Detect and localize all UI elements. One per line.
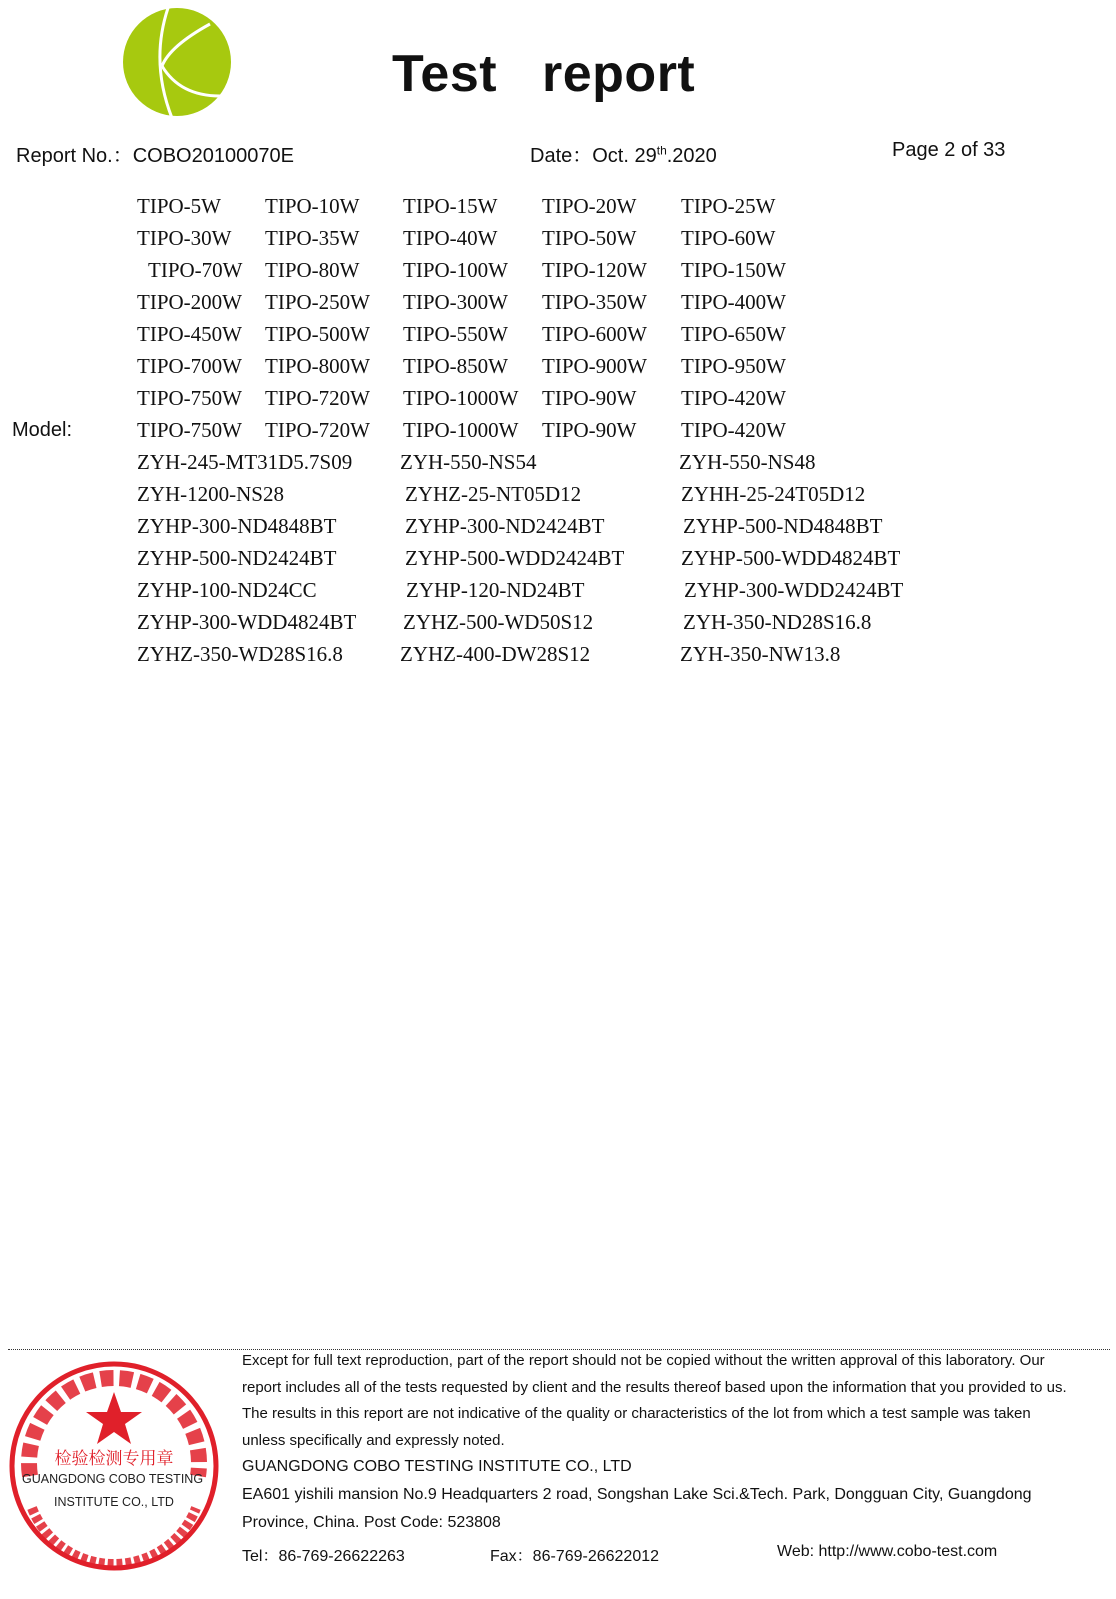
model-item: TIPO-120W [542,258,647,282]
page-title: Test report [392,45,696,103]
date-label: Date： [530,145,593,167]
model-item: ZYH-550-NS54 [400,450,537,474]
model-item: TIPO-550W [403,322,508,346]
model-item: ZYHZ-500-WD50S12 [403,610,594,634]
model-item: TIPO-700W [137,354,242,378]
model-item: ZYHP-300-ND4848BT [137,514,337,538]
model-item: TIPO-750W [137,386,242,410]
model-item: TIPO-950W [681,354,786,378]
model-item: TIPO-420W [681,418,786,442]
model-item: ZYH-245-MT31D5.7S09 [137,450,353,474]
model-item: TIPO-90W [542,386,637,410]
model-item: ZYH-350-NW13.8 [680,642,841,666]
company-seal [6,1358,222,1574]
report-date [530,139,717,168]
model-item: TIPO-25W [681,194,776,218]
model-item: TIPO-200W [137,290,242,314]
disclaimer-line: report includes all of the tests requested by client and the results thereof based upon the information that you provided to us. [242,1379,1067,1396]
model-item: ZYHP-100-ND24CC [137,578,317,602]
model-item: ZYH-1200-NS28 [137,482,284,506]
seal-center-text: 检验检测专用章 [54,1449,174,1469]
model-item: ZYHP-300-WDD4824BT [137,610,357,634]
model-item: TIPO-35W [265,226,360,250]
model-item: TIPO-250W [265,290,370,314]
model-item: TIPO-850W [403,354,508,378]
seal-star-icon [86,1392,142,1444]
cobo-logo [120,6,235,118]
model-item: ZYHP-300-WDD2424BT [684,578,904,602]
report-number [16,139,294,168]
fax: Fax：86-769-26622012 [490,1548,660,1565]
model-item: ZYHH-25-24T05D12 [681,482,866,506]
model-item: TIPO-450W [137,322,242,346]
model-item: TIPO-70W [148,258,243,282]
date-value: Oct. 29 [592,145,657,167]
model-item: TIPO-650W [681,322,786,346]
model-item: TIPO-720W [265,418,370,442]
model-item: TIPO-60W [681,226,776,250]
model-item: TIPO-1000W [403,386,519,410]
model-item: TIPO-720W [265,386,370,410]
model-item: ZYHP-500-ND2424BT [137,546,337,570]
model-item: TIPO-80W [265,258,360,282]
model-item: ZYHZ-400-DW28S12 [400,642,591,666]
model-item: TIPO-40W [403,226,498,250]
address-line-2: Province, China. Post Code: 523808 [242,1514,501,1531]
model-item: TIPO-10W [265,194,360,218]
disclaimer-line: unless specifically and expressly noted. [242,1432,505,1449]
model-item: ZYHZ-25-NT05D12 [405,482,582,506]
model-item: TIPO-20W [542,194,637,218]
model-item: TIPO-100W [403,258,508,282]
model-item: TIPO-400W [681,290,786,314]
model-item: ZYHP-500-WDD4824BT [681,546,901,570]
address-line-1: EA601 yishili mansion No.9 Headquarters 2 road, Songshan Lake Sci.&Tech. Park, Dongguan City, Guangdong [242,1486,1032,1503]
model-item: TIPO-600W [542,322,647,346]
website-link[interactable]: Web: http://www.cobo-test.com [777,1543,998,1560]
report-number-label: Report No.： [16,145,133,167]
model-item: TIPO-800W [265,354,370,378]
model-item: ZYHP-120-ND24BT [406,578,585,602]
page-number: Page 2 of 33 [892,139,1006,161]
model-item: TIPO-90W [542,418,637,442]
model-item: TIPO-300W [403,290,508,314]
model-item: TIPO-150W [681,258,786,282]
model-item: ZYH-350-ND28S16.8 [683,610,872,634]
model-item: ZYHZ-350-WD28S16.8 [137,642,343,666]
model-item: ZYH-550-NS48 [679,450,816,474]
model-item: TIPO-15W [403,194,498,218]
model-item: TIPO-50W [542,226,637,250]
model-item: TIPO-420W [681,386,786,410]
seal-arc-lettering-en [32,1508,196,1564]
stamp-overlay-line-1: GUANGDONG COBO TESTING [22,1472,204,1486]
telephone: Tel：86-769-26622263 [242,1548,405,1565]
disclaimer-line: Except for full text reproduction, part of the report should not be copied without the written approval of this laboratory. Our [242,1352,1045,1369]
stamp-overlay-line-2: INSTITUTE CO., LTD [54,1495,174,1509]
model-item: TIPO-900W [542,354,647,378]
model-item: TIPO-500W [265,322,370,346]
model-item: ZYHP-500-WDD2424BT [405,546,625,570]
report-number-value: COBO20100070E [132,145,294,167]
disclaimer-line: The results in this report are not indicative of the quality or characteristics of the lot from which a test sample was taken [242,1405,1031,1422]
model-label: Model: [12,419,73,441]
model-item: ZYHP-300-ND2424BT [405,514,605,538]
company-name: GUANGDONG COBO TESTING INSTITUTE CO., LTD [242,1458,632,1475]
footer-divider [8,1349,1110,1350]
model-item: ZYHP-500-ND4848BT [683,514,883,538]
model-item: TIPO-30W [137,226,232,250]
date-year: .2020 [666,145,717,167]
model-item: TIPO-350W [542,290,647,314]
model-item: TIPO-750W [137,418,242,442]
model-item: TIPO-1000W [403,418,519,442]
model-item: TIPO-5W [137,194,221,218]
date-sup: th [656,143,667,158]
